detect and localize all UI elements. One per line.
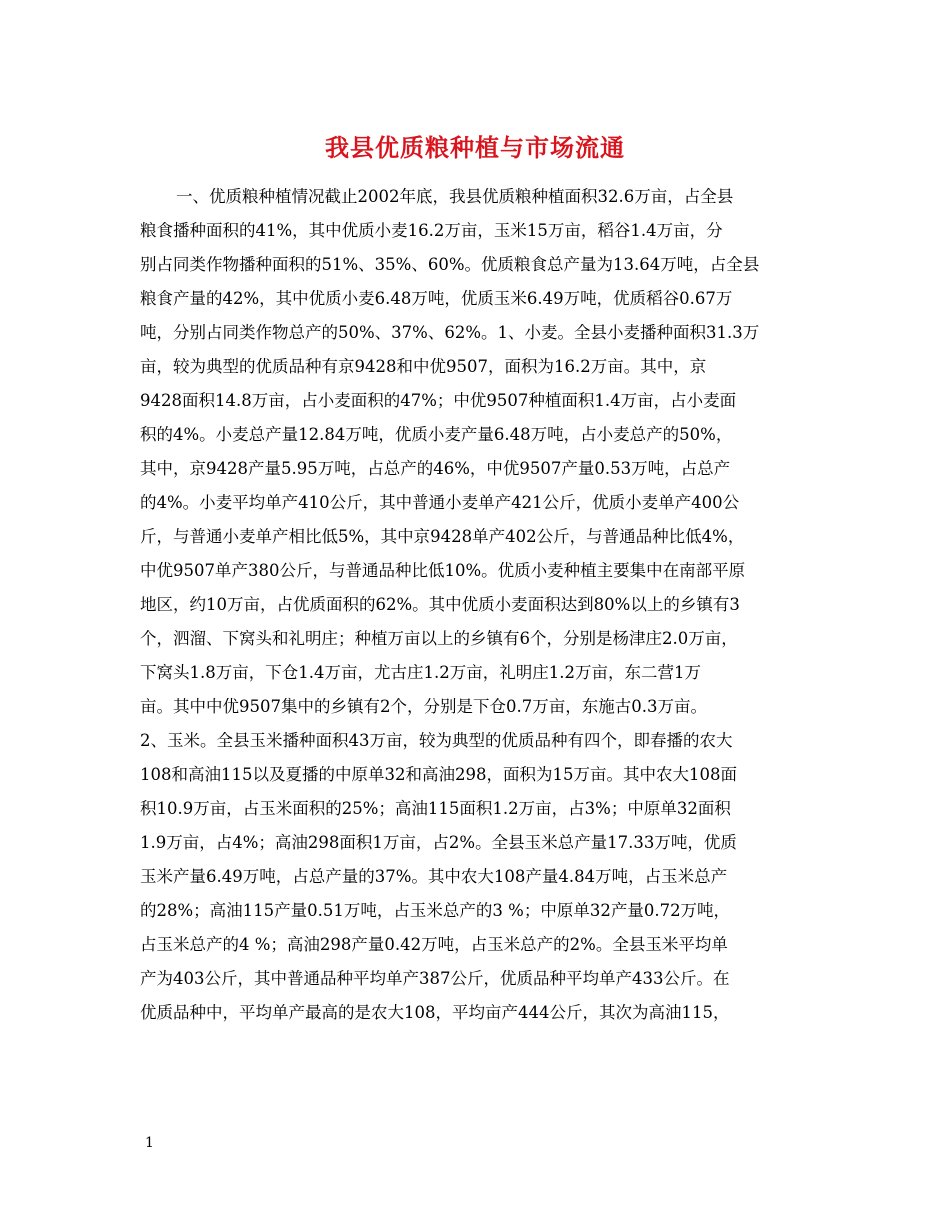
body-line: 的4%。小麦平均单产410公斤，其中普通小麦单产421公斤，优质小麦单产400公 <box>140 493 740 512</box>
body-line: 9428面积14.8万亩，占小麦面积的47%；中优9507种植面积1.4万亩，占小麦面 <box>140 391 737 410</box>
body-line: 产为403公斤，其中普通品种平均单产387公斤，优质品种平均单产433公斤。在 <box>140 969 730 988</box>
body-line: 优质品种中，平均单产最高的是农大108，平均亩产444公斤，其次为高油115， <box>140 1003 730 1022</box>
body-line: 中优9507单产380公斤，与普通品种比低10%。优质小麦种植主要集中在南部平原 <box>140 561 746 580</box>
body-line: 斤，与普通小麦单产相比低5%，其中京9428单产402公斤，与普通品种比低4%， <box>140 527 745 546</box>
body-line: 粮食产量的42%，其中优质小麦6.48万吨，优质玉米6.49万吨，优质稻谷0.67万 <box>140 289 733 308</box>
body-line: 1.9万亩，占4%；高油298面积1万亩，占2%。全县玉米总产量17.33万吨，优质 <box>140 833 737 852</box>
body-line: 2、玉米。全县玉米播种面积43万亩，较为典型的优质品种有四个，即春播的农大 <box>140 731 733 750</box>
page-number: 1 <box>145 1135 154 1151</box>
body-line: 别占同类作物播种面积的51%、35%、60%。优质粮食总产量为13.64万吨，占全县 <box>140 255 760 274</box>
body-line: 积的4%。小麦总产量12.84万吨，优质小麦产量6.48万吨，占小麦总产的50%， <box>140 425 733 444</box>
body-line: 占玉米总产的4 %；高油298产量0.42万吨，占玉米总产的2%。全县玉米平均单 <box>140 935 728 954</box>
body-line: 玉米产量6.49万吨，占总产量的37%。其中农大108产量4.84万吨，占玉米总产 <box>140 867 728 886</box>
body-line: 亩。其中中优9507集中的乡镇有2个，分别是下仓0.7万亩，东施古0.3万亩。 <box>140 697 707 716</box>
body-line: 吨，分别占同类作物总产的50%、37%、62%。1、小麦。全县小麦播种面积31.3万 <box>140 323 760 342</box>
body-line: 亩，较为典型的优质品种有京9428和中优9507，面积为16.2万亩。其中，京 <box>140 357 707 376</box>
body-line: 个，泗溜、下窝头和礼明庄；种植万亩以上的乡镇有6个，分别是杨津庄2.0万亩， <box>140 629 738 648</box>
body-line: 积10.9万亩，占玉米面积的25%；高油115面积1.2万亩，占3%；中原单32面积 <box>140 799 731 818</box>
body-line: 一、优质粮种植情况截止2002年底，我县优质粮种植面积32.6万亩，占全县 <box>176 187 734 206</box>
body-line: 108和高油115以及夏播的中原单32和高油298，面积为15万亩。其中农大108面 <box>140 765 737 784</box>
body-line: 其中，京9428产量5.95万吨，占总产的46%，中优9507产量0.53万吨，占总产 <box>140 459 731 478</box>
body-line: 粮食播种面积的41%，其中优质小麦16.2万亩，玉米15万亩，稻谷1.4万亩，分 <box>140 221 723 240</box>
body-line: 地区，约10万亩，占优质面积的62%。其中优质小麦面积达到80%以上的乡镇有3 <box>140 595 740 614</box>
body-line: 下窝头1.8万亩，下仓1.4万亩，尤古庄1.2万亩，礼明庄1.2万亩，东二营1万 <box>140 663 701 682</box>
document-title: 我县优质粮种植与市场流通 <box>325 133 625 162</box>
body-line: 的28%；高油115产量0.51万吨，占玉米总产的3 %；中原单32产量0.72万吨， <box>140 901 731 920</box>
